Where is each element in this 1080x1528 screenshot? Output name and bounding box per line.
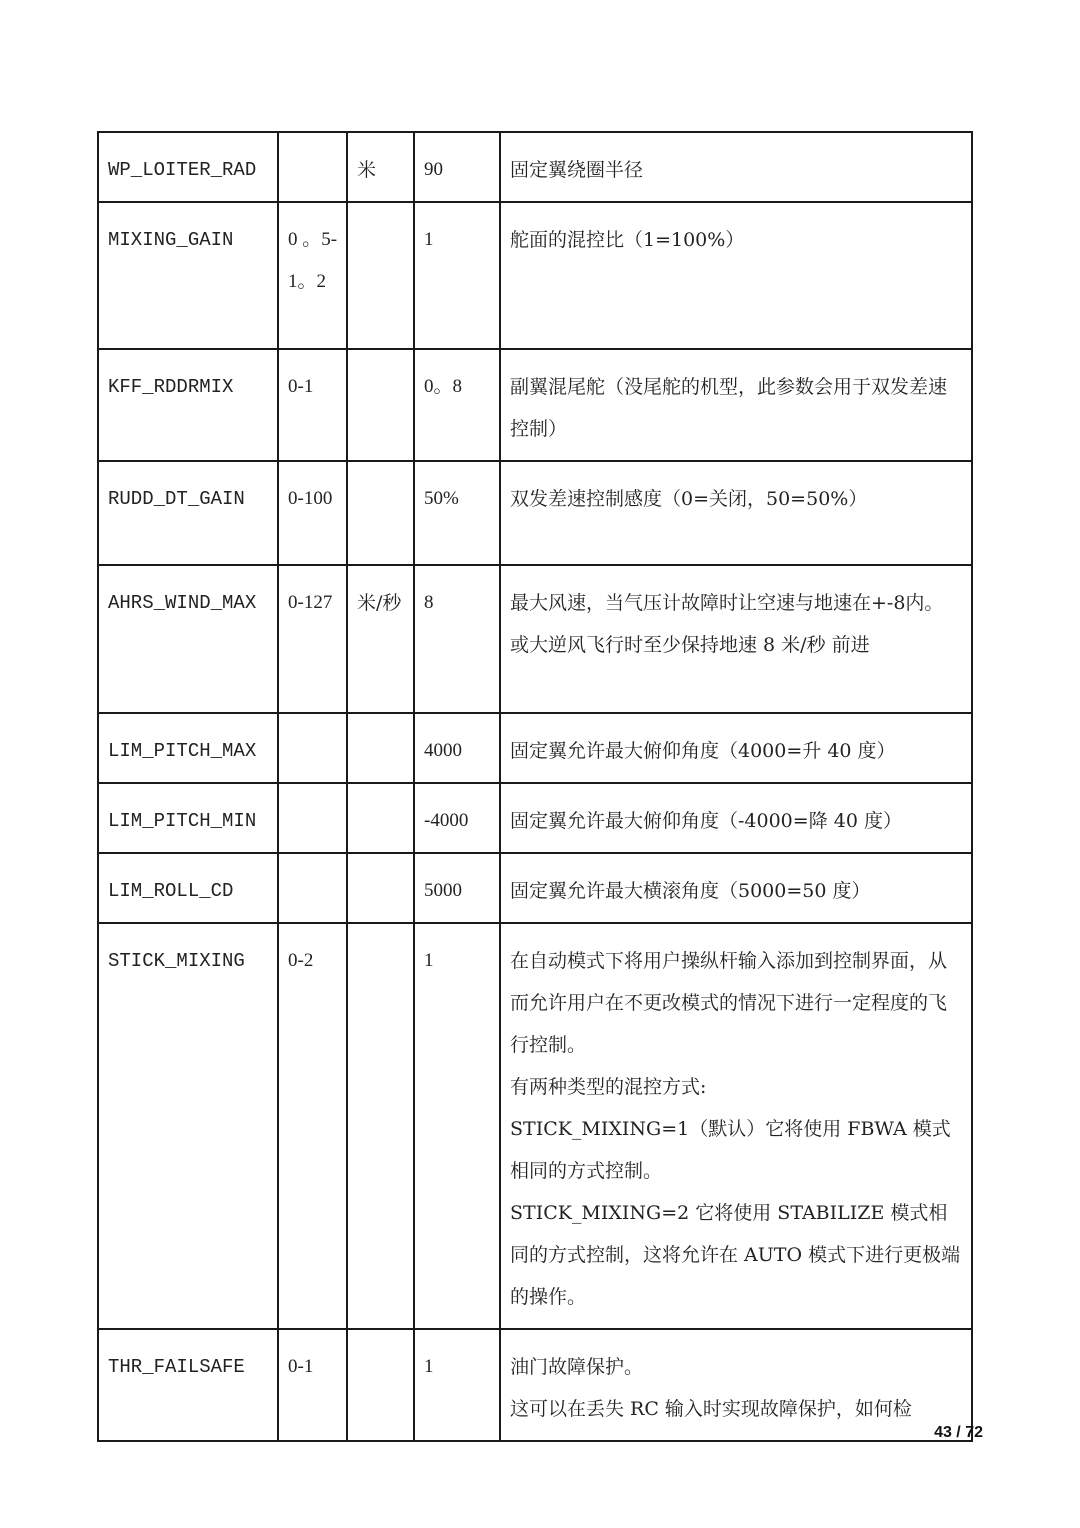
description-line: 固定翼允许最大横滚角度（5000=50 度）	[510, 880, 871, 902]
table-row	[98, 565, 972, 713]
param-unit	[347, 461, 414, 565]
description-line: 双发差速控制感度（0=关闭，50=50%）	[510, 488, 868, 510]
param-description	[500, 132, 972, 202]
param-default: -4000	[414, 783, 500, 853]
param-default: 5000	[414, 853, 500, 923]
param-default: 4000	[414, 713, 500, 783]
table-row	[98, 202, 972, 349]
description-line: 固定翼绕圈半径	[510, 159, 644, 181]
table-row	[98, 713, 972, 783]
param-name: LIM_PITCH_MIN	[98, 783, 278, 853]
param-default: 50%	[414, 461, 500, 565]
param-description	[500, 461, 972, 565]
table-row	[98, 783, 972, 853]
param-range: 0-1	[278, 349, 347, 461]
description-line: 最大风速，当气压计故障时让空速与地速在+-8内。	[510, 592, 944, 614]
param-range: 0-1	[278, 1329, 347, 1441]
parameter-table-body	[98, 132, 972, 1441]
param-range: 0-100	[278, 461, 347, 565]
description-line: STICK_MIXING=2 它将使用 STABILIZE 模式相同的方式控制，这将允许在 AUTO 模式下进行更极端的操作。	[510, 1202, 961, 1308]
param-default: 90	[414, 132, 500, 202]
table-row	[98, 923, 972, 1329]
param-description	[500, 713, 972, 783]
page-number: 43 / 72	[934, 1424, 983, 1441]
param-range	[278, 132, 347, 202]
param-unit	[347, 1329, 414, 1441]
param-unit: 米/秒	[347, 565, 414, 713]
param-range	[278, 783, 347, 853]
param-name: WP_LOITER_RAD	[98, 132, 278, 202]
description-line: 舵面的混控比（1=100%）	[510, 229, 745, 251]
description-line: 或大逆风飞行时至少保持地速 8 米/秒 前进	[510, 634, 870, 656]
param-unit: 米	[347, 132, 414, 202]
param-description	[500, 202, 972, 349]
param-name: AHRS_WIND_MAX	[98, 565, 278, 713]
parameter-table	[97, 131, 973, 1442]
param-range	[278, 853, 347, 923]
param-range: 0-127	[278, 565, 347, 713]
param-default: 0。8	[414, 349, 500, 461]
description-line: 在自动模式下将用户操纵杆输入添加到控制界面，从而允许用户在不更改模式的情况下进行一定程度的飞行控制。	[510, 950, 948, 1056]
param-name: KFF_RDDRMIX	[98, 349, 278, 461]
param-unit	[347, 202, 414, 349]
param-default: 1	[414, 1329, 500, 1441]
param-description	[500, 565, 972, 713]
table-row	[98, 349, 972, 461]
param-unit	[347, 349, 414, 461]
param-default: 1	[414, 923, 500, 1329]
param-default: 8	[414, 565, 500, 713]
param-description	[500, 923, 972, 1329]
table-row	[98, 1329, 972, 1441]
table-row	[98, 132, 972, 202]
description-line: 油门故障保护。	[510, 1356, 644, 1378]
param-default: 1	[414, 202, 500, 349]
param-name: THR_FAILSAFE	[98, 1329, 278, 1441]
table-row	[98, 853, 972, 923]
param-unit	[347, 853, 414, 923]
description-line: 固定翼允许最大俯仰角度（4000=升 40 度）	[510, 740, 896, 762]
param-range: 0 。5-1。2	[278, 202, 347, 349]
param-description	[500, 853, 972, 923]
param-description	[500, 349, 972, 461]
description-line: 这可以在丢失 RC 输入时实现故障保护，如何检	[510, 1398, 912, 1420]
table-row	[98, 461, 972, 565]
param-unit	[347, 713, 414, 783]
description-line: 固定翼允许最大俯仰角度（-4000=降 40 度）	[510, 810, 902, 832]
param-name: LIM_ROLL_CD	[98, 853, 278, 923]
param-name: STICK_MIXING	[98, 923, 278, 1329]
description-line: STICK_MIXING=1（默认）它将使用 FBWA 模式相同的方式控制。	[510, 1118, 951, 1182]
param-name: MIXING_GAIN	[98, 202, 278, 349]
param-description	[500, 783, 972, 853]
param-name: LIM_PITCH_MAX	[98, 713, 278, 783]
param-unit	[347, 783, 414, 853]
description-line: 有两种类型的混控方式:	[510, 1076, 707, 1098]
param-name: RUDD_DT_GAIN	[98, 461, 278, 565]
param-unit	[347, 923, 414, 1329]
param-range	[278, 713, 347, 783]
description-line: 副翼混尾舵（没尾舵的机型，此参数会用于双发差速控制）	[510, 376, 948, 440]
param-range: 0-2	[278, 923, 347, 1329]
